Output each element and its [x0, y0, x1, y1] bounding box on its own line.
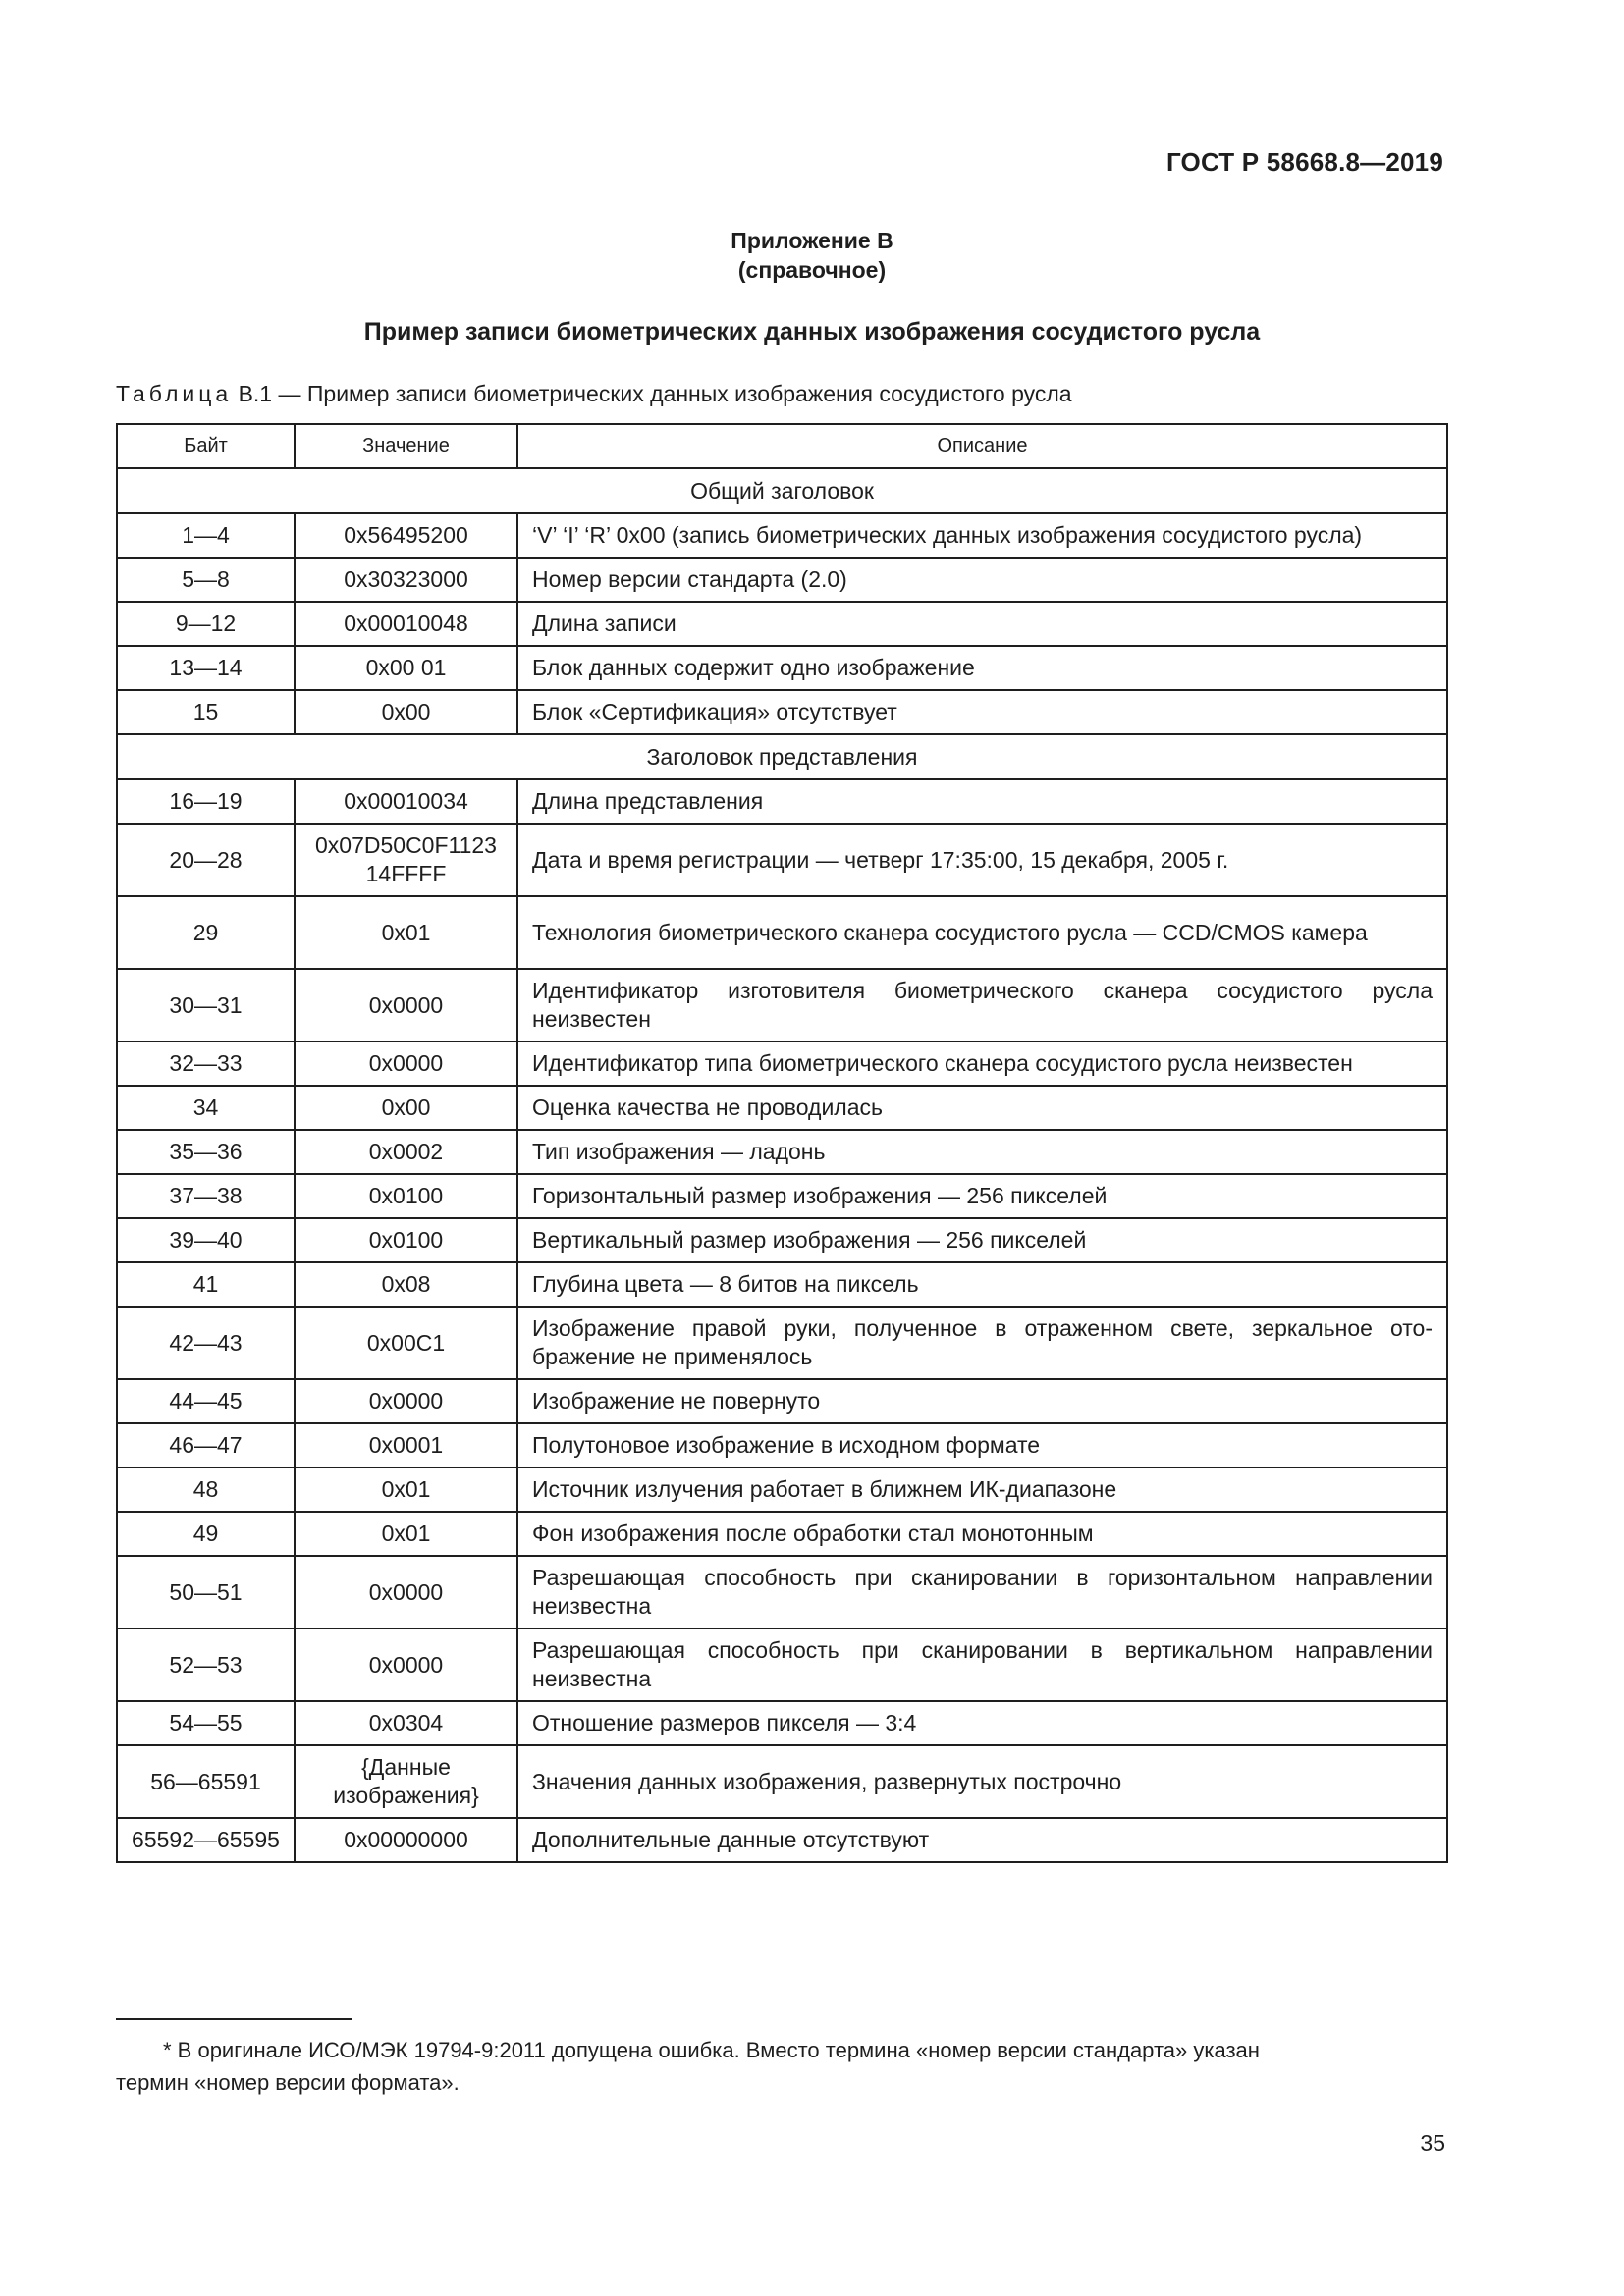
cell-byte: 44—45 [117, 1379, 295, 1423]
cell-byte: 13—14 [117, 646, 295, 690]
cell-byte: 5—8 [117, 558, 295, 602]
cell-byte: 48 [117, 1468, 295, 1512]
cell-description: Длина записи [517, 602, 1447, 646]
cell-value: 0x07D50C0F1123 14FFFF [295, 824, 517, 896]
column-header-byte: Байт [117, 424, 295, 468]
cell-description: Блок данных содержит одно изображение [517, 646, 1447, 690]
table-row [117, 646, 1447, 690]
table-row [117, 1307, 1447, 1379]
cell-description: Источник излучения работает в ближнем ИК-диапазоне [517, 1468, 1447, 1512]
cell-byte: 56—65591 [117, 1745, 295, 1818]
cell-description: Изображение правой руки, полученное в отраженном свете, зеркальное отображение не применялось [517, 1307, 1447, 1379]
column-header-description: Описание [517, 424, 1447, 468]
cell-byte: 29 [117, 896, 295, 969]
cell-byte: 52—53 [117, 1629, 295, 1701]
cell-byte: 1—4 [117, 513, 295, 558]
cell-description: Разрешающая способность при сканировании в вертикальном направлении неизвестна [517, 1629, 1447, 1701]
footnote-divider [116, 2018, 352, 2020]
cell-description: Номер версии стандарта (2.0) [517, 558, 1447, 602]
footnote-line-1: * В оригинале ИСО/МЭК 19794-9:2011 допущена ошибка. Вместо термина «номер версии стандарта» указан [163, 2038, 1260, 2062]
table-row [117, 1629, 1447, 1701]
table-row [117, 1818, 1447, 1862]
table-row [117, 1174, 1447, 1218]
table-row [117, 513, 1447, 558]
table-row [117, 1745, 1447, 1818]
cell-byte: 35—36 [117, 1130, 295, 1174]
cell-byte: 42—43 [117, 1307, 295, 1379]
cell-value: 0x01 [295, 1512, 517, 1556]
section-title: Общий заголовок [117, 468, 1447, 513]
cell-description: Глубина цвета — 8 битов на пиксель [517, 1262, 1447, 1307]
cell-byte: 54—55 [117, 1701, 295, 1745]
table-row [117, 602, 1447, 646]
cell-byte: 41 [117, 1262, 295, 1307]
section-title: Заголовок представления [117, 734, 1447, 779]
cell-value: 0x00010048 [295, 602, 517, 646]
cell-value: 0x56495200 [295, 513, 517, 558]
table-row [117, 1701, 1447, 1745]
cell-value: 0x00 01 [295, 646, 517, 690]
cell-byte: 20—28 [117, 824, 295, 896]
cell-description: Длина представления [517, 779, 1447, 824]
cell-byte: 16—19 [117, 779, 295, 824]
cell-value: 0x0000 [295, 969, 517, 1041]
table-row [117, 1556, 1447, 1629]
cell-value: 0x01 [295, 896, 517, 969]
cell-value: 0x00000000 [295, 1818, 517, 1862]
table-row [117, 824, 1447, 896]
cell-value: 0x0000 [295, 1629, 517, 1701]
cell-description: Идентификатор типа биометрического сканера сосудистого русла неизвестен [517, 1041, 1447, 1086]
cell-value: 0x0002 [295, 1130, 517, 1174]
cell-description: Вертикальный размер изображения — 256 пикселей [517, 1218, 1447, 1262]
cell-value: 0x00010034 [295, 779, 517, 824]
table-row [117, 779, 1447, 824]
biometric-record-table [116, 423, 1448, 1863]
cell-value: {Данные изображения} [295, 1745, 517, 1818]
annex-label: Приложение В [731, 228, 893, 253]
cell-description: Полутоновое изображение в исходном формате [517, 1423, 1447, 1468]
cell-byte: 39—40 [117, 1218, 295, 1262]
cell-value: 0x08 [295, 1262, 517, 1307]
footnote-line-2: термин «номер версии формата». [116, 2070, 460, 2095]
table-header-row [117, 424, 1447, 468]
table-row [117, 1423, 1447, 1468]
cell-description: Разрешающая способность при сканировании в горизонтальном направлении неизвестна [517, 1556, 1447, 1629]
cell-description: Изображение не повернуто [517, 1379, 1447, 1423]
cell-byte: 46—47 [117, 1423, 295, 1468]
cell-value: 0x0100 [295, 1174, 517, 1218]
table-row [117, 969, 1447, 1041]
cell-description: Фон изображения после обработки стал монотонным [517, 1512, 1447, 1556]
table-caption-text: В.1 — Пример записи биометрических данных изображения сосудистого русла [232, 381, 1072, 406]
column-header-value: Значение [295, 424, 517, 468]
table-section-row [117, 468, 1447, 513]
table-row [117, 1379, 1447, 1423]
cell-description: Дата и время регистрации — четверг 17:35:00, 15 декабря, 2005 г. [517, 824, 1447, 896]
cell-byte: 15 [117, 690, 295, 734]
table-row [117, 1041, 1447, 1086]
table-row [117, 1218, 1447, 1262]
cell-value: 0x00 [295, 690, 517, 734]
cell-value: 0x00C1 [295, 1307, 517, 1379]
cell-value: 0x01 [295, 1468, 517, 1512]
annex-title [0, 226, 1624, 285]
cell-byte: 50—51 [117, 1556, 295, 1629]
cell-value: 0x0304 [295, 1701, 517, 1745]
cell-value: 0x00 [295, 1086, 517, 1130]
cell-value: 0x0100 [295, 1218, 517, 1262]
cell-description: Технология биометрического сканера сосудистого русла — CCD/CMOS камера [517, 896, 1447, 969]
cell-value: 0x0000 [295, 1041, 517, 1086]
cell-description: Горизонтальный размер изображения — 256 пикселей [517, 1174, 1447, 1218]
table-row [117, 1468, 1447, 1512]
cell-description: Отношение размеров пикселя — 3:4 [517, 1701, 1447, 1745]
footnote [116, 2034, 1447, 2099]
cell-description: Блок «Сертификация» отсутствует [517, 690, 1447, 734]
table-section-row [117, 734, 1447, 779]
cell-description: Идентификатор изготовителя биометрического сканера сосудистого русла неизвестен [517, 969, 1447, 1041]
cell-byte: 65592—65595 [117, 1818, 295, 1862]
section-heading: Пример записи биометрических данных изображения сосудистого русла [363, 318, 1261, 346]
cell-byte: 9—12 [117, 602, 295, 646]
cell-value: 0x0000 [295, 1556, 517, 1629]
table-row [117, 1130, 1447, 1174]
table-caption-label: Таблица [116, 381, 233, 406]
cell-byte: 49 [117, 1512, 295, 1556]
table-row [117, 1086, 1447, 1130]
cell-byte: 32—33 [117, 1041, 295, 1086]
cell-value: 0x30323000 [295, 558, 517, 602]
cell-description: Дополнительные данные отсутствуют [517, 1818, 1447, 1862]
table-body [117, 468, 1447, 1862]
table-row [117, 896, 1447, 969]
cell-description: Оценка качества не проводилась [517, 1086, 1447, 1130]
table-row [117, 690, 1447, 734]
table-row [117, 1512, 1447, 1556]
cell-description: Значения данных изображения, развернутых построчно [517, 1745, 1447, 1818]
cell-byte: 37—38 [117, 1174, 295, 1218]
cell-value: 0x0001 [295, 1423, 517, 1468]
table-row [117, 1262, 1447, 1307]
page-number: 35 [1420, 2130, 1445, 2156]
cell-byte: 30—31 [117, 969, 295, 1041]
cell-value: 0x0000 [295, 1379, 517, 1423]
annex-type: (справочное) [737, 257, 887, 283]
cell-byte: 34 [117, 1086, 295, 1130]
cell-description: Тип изображения — ладонь [517, 1130, 1447, 1174]
document-number: ГОСТ Р 58668.8—2019 [1165, 147, 1443, 177]
cell-description: ‘V’ ‘I’ ‘R’ 0x00 (запись биометрических данных изображения сосудистого русла) [517, 513, 1447, 558]
table-caption [116, 381, 1072, 407]
table-row [117, 558, 1447, 602]
